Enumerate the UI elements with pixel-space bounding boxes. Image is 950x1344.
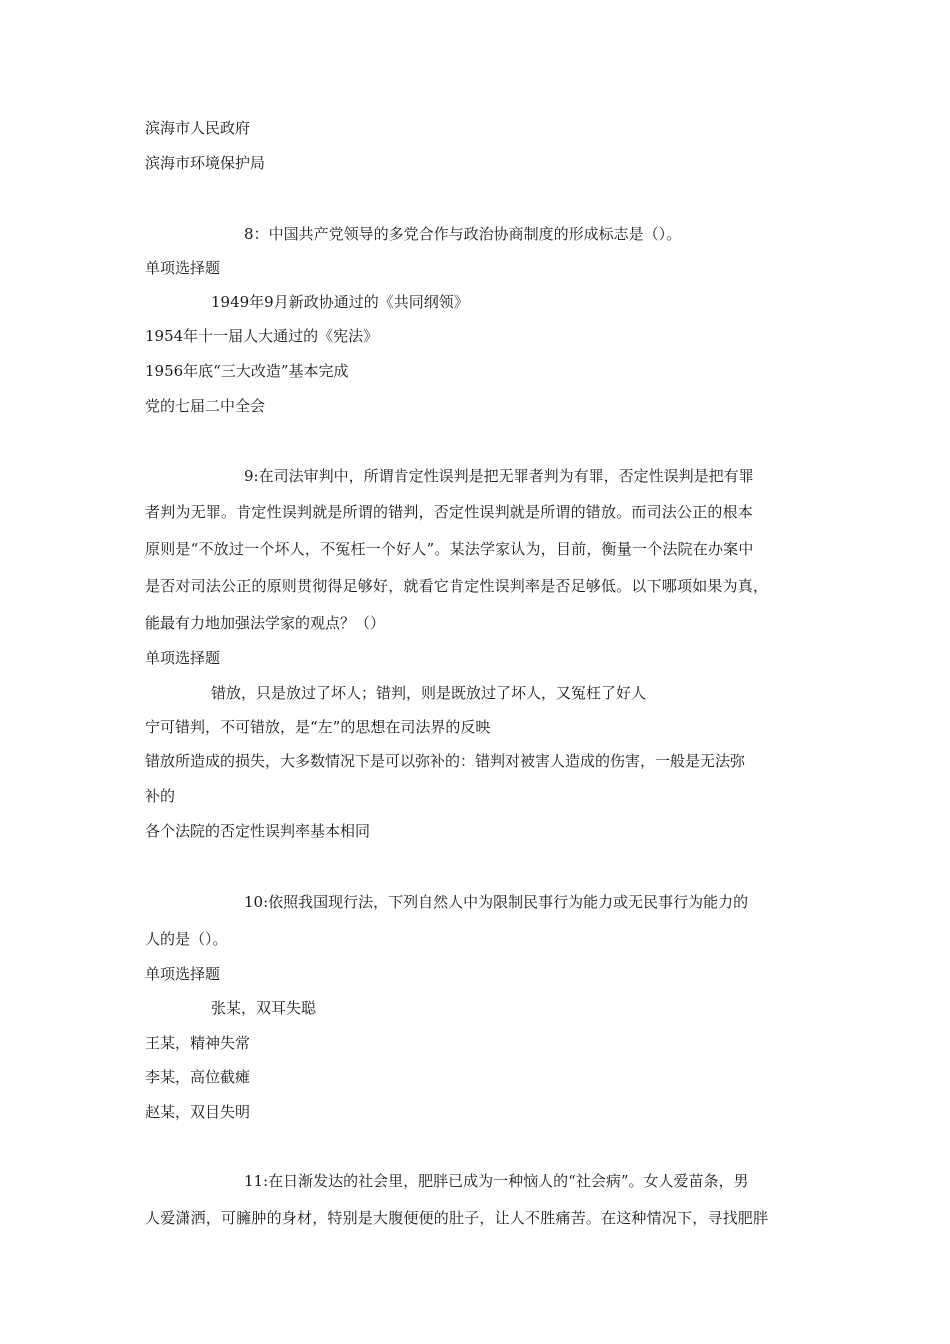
option-d: 党的七届二中全会 xyxy=(145,397,266,415)
question-number: 8 xyxy=(244,225,254,243)
question-type: 单项选择题 xyxy=(145,259,221,277)
question-8 xyxy=(244,224,681,244)
option-c: 李某，高位截瘫 xyxy=(145,1068,251,1086)
question-type: 单项选择题 xyxy=(145,649,221,667)
question-number: 10 xyxy=(244,893,264,911)
option-b: 1954年十一届人大通过的《宪法》 xyxy=(145,327,379,345)
question-10 xyxy=(244,892,748,912)
question-text-line: 人的是（）。 xyxy=(145,930,228,948)
question-type: 单项选择题 xyxy=(145,965,221,983)
question-number: 9 xyxy=(244,467,254,485)
question-separator: : xyxy=(263,893,269,911)
question-text-line: 原则是“不放过一个坏人，不冤枉一个好人”。某法学家认为，目前，衡量一个法院在办案中 xyxy=(145,540,754,558)
question-text-line: 者判为无罪。肯定性误判就是所谓的错判，否定性误判就是所谓的错放。而司法公正的根本 xyxy=(145,503,754,521)
question-text: 中国共产党领导的多党合作与政治协商制度的形成标志是（）。 xyxy=(268,225,682,243)
question-text-line: 人爱潇洒，可臃肿的身材，特别是大腹便便的肚子，让人不胜痛苦。在这种情况下，寻找肥胖 xyxy=(145,1209,769,1227)
option-c: 1956年底“三大改造”基本完成 xyxy=(145,362,349,380)
option-b: 宁可错判，不可错放，是“左”的思想在司法界的反映 xyxy=(145,718,491,736)
question-text-line: 依照我国现行法，下列自然人中为限制民事行为能力或无民事行为能力的 xyxy=(268,893,749,911)
option-b: 王某，精神失常 xyxy=(145,1034,251,1052)
question-9 xyxy=(244,466,754,486)
question-text-line: 能最有力地加强法学家的观点？（） xyxy=(145,614,386,632)
option-c-continued: 补的 xyxy=(145,787,176,805)
option-c: 滨海市人民政府 xyxy=(145,119,251,137)
question-text-line: 是否对司法公正的原则贯彻得足够好，就看它肯定性误判率是否足够低。以下哪项如果为真， xyxy=(145,577,769,595)
option-d: 赵某，双目失明 xyxy=(145,1103,251,1121)
question-separator: ： xyxy=(253,225,269,243)
question-separator: : xyxy=(263,1172,269,1190)
question-text-line: 在司法审判中，所谓肯定性误判是把无罪者判为有罪，否定性误判是把有罪 xyxy=(258,467,754,485)
option-d: 滨海市环境保护局 xyxy=(145,154,266,172)
question-11 xyxy=(244,1171,749,1191)
question-text-line: 在日渐发达的社会里，肥胖已成为一种恼人的“社会病”。女人爱苗条，男 xyxy=(268,1172,749,1190)
option-d: 各个法院的否定性误判率基本相同 xyxy=(145,822,371,840)
question-separator: : xyxy=(253,467,259,485)
option-c: 错放所造成的损失，大多数情况下是可以弥补的：错判对被害人造成的伤害，一般是无法弥 xyxy=(145,752,746,770)
option-a: 1949年9月新政协通过的《共同纲领》 xyxy=(211,293,469,311)
option-a: 错放，只是放过了坏人；错判，则是既放过了坏人，又冤枉了好人 xyxy=(211,684,647,702)
option-a: 张某，双耳失聪 xyxy=(211,999,317,1017)
question-number: 11 xyxy=(244,1172,264,1190)
